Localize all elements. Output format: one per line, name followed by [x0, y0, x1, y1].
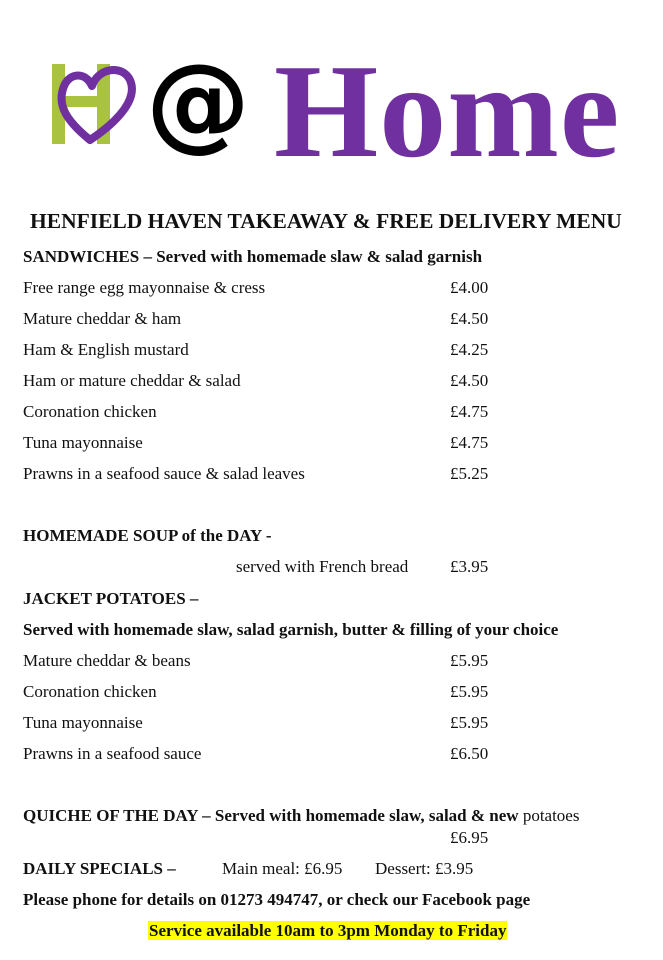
- sandwiches-heading: SANDWICHES – Served with homemade slaw & salad garnish: [23, 247, 483, 266]
- soup-detail: served with French bread: [236, 557, 409, 576]
- menu-item-name: Ham & English mustard: [23, 340, 189, 359]
- menu-item-price: £5.95: [450, 651, 489, 670]
- menu-title: HENFIELD HAVEN TAKEAWAY & FREE DELIVERY MENU: [30, 209, 622, 233]
- quiche-heading-rest: potatoes: [522, 806, 580, 825]
- quiche-heading: [23, 806, 579, 826]
- menu-item-name: Mature cheddar & ham: [23, 309, 182, 328]
- menu-item-name: Tuna mayonnaise: [23, 713, 143, 732]
- service-hours-text: Service available 10am to 3pm Monday to Friday: [149, 921, 507, 940]
- menu-item-price: £5.95: [450, 682, 489, 701]
- menu-item-name: Prawns in a seafood sauce & salad leaves: [23, 464, 305, 483]
- menu-item-name: Coronation chicken: [23, 682, 157, 701]
- menu-item-price: £4.75: [450, 433, 489, 452]
- service-hours: [148, 921, 507, 941]
- menu-item-name: Free range egg mayonnaise & cress: [23, 278, 266, 297]
- quiche-heading-bold: QUICHE OF THE DAY – Served with homemade slaw, salad & new: [23, 806, 519, 825]
- at-symbol: @: [146, 41, 250, 163]
- soup-price: £3.95: [450, 557, 489, 576]
- menu-item-price: £4.00: [450, 278, 489, 297]
- specials-dessert: Dessert: £3.95: [375, 859, 474, 878]
- menu-item-price: £4.50: [450, 309, 489, 328]
- soup-heading: HOMEMADE SOUP of the DAY -: [23, 526, 272, 545]
- menu-item-price: £6.50: [450, 744, 489, 763]
- specials-label: DAILY SPECIALS –: [23, 859, 176, 878]
- brand-wordmark: Home: [274, 37, 621, 185]
- menu-item-name: Mature cheddar & beans: [23, 651, 191, 670]
- menu-item-price: £4.50: [450, 371, 489, 390]
- menu-item-price: £5.95: [450, 713, 489, 732]
- menu-item-price: £4.75: [450, 402, 489, 421]
- menu-item-name: Prawns in a seafood sauce: [23, 744, 202, 763]
- menu-item-name: Coronation chicken: [23, 402, 157, 421]
- specials-main: Main meal: £6.95: [222, 859, 343, 878]
- jacket-heading: JACKET POTATOES –: [23, 589, 199, 608]
- menu-item-name: Tuna mayonnaise: [23, 433, 143, 452]
- contact-line: Please phone for details on 01273 494747, or check our Facebook page: [23, 890, 531, 909]
- menu-item-name: Ham or mature cheddar & salad: [23, 371, 241, 390]
- menu-item-price: £5.25: [450, 464, 489, 483]
- menu-item-price: £4.25: [450, 340, 489, 359]
- jacket-subheading: Served with homemade slaw, salad garnish, butter & filling of your choice: [23, 620, 559, 639]
- quiche-price: £6.95: [450, 828, 489, 847]
- heart-h-logo-icon: [50, 62, 138, 148]
